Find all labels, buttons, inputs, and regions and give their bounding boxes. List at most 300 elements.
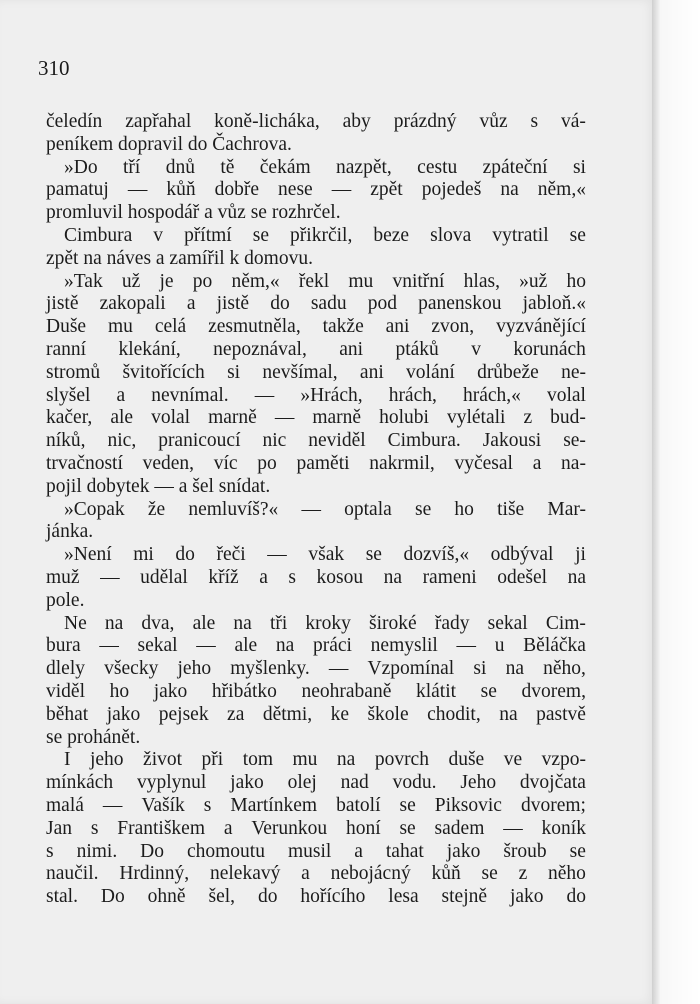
word: do [566,886,586,908]
word: za [227,703,245,725]
word: slyšel [46,384,91,406]
word: — [331,179,352,201]
text-line [46,544,586,567]
word: čekám [259,156,311,178]
word: zpět [370,179,403,201]
word: nic, [107,430,137,452]
word: nese [278,179,313,201]
word: nemyslil [370,635,438,657]
word: duše [448,749,485,771]
word: sekal [137,635,178,657]
word: už [121,270,141,292]
word: se [481,863,498,885]
word: řady [434,612,470,634]
word: dětmi, [262,703,313,725]
word: se [365,544,382,566]
word: »Hrách, [300,384,363,406]
text-line [46,202,586,225]
word: ranní [46,338,87,360]
word: vodu. [392,772,437,794]
word: se [414,498,432,520]
word: je [159,270,174,292]
word: jabloň.« [522,293,586,315]
word: švitořících [122,361,205,383]
word: na [275,635,295,657]
word: vá- [561,111,586,132]
word: Vašík [141,794,185,816]
word: kačer, [46,407,93,429]
word: vytratil [492,224,549,246]
word: vyzvánějící [496,316,586,338]
word: Do [100,886,125,908]
word: jeho [177,658,212,680]
word: »Do [64,156,98,178]
text-line-content: pole. [46,589,85,611]
word: škole [367,703,409,725]
word: trvačností [46,452,123,474]
word: vůz [479,111,508,132]
word: tři [269,612,288,634]
word: sadu [310,293,347,315]
word: — [503,817,523,839]
word: a [354,840,363,862]
word: Verunkou [251,817,328,839]
text-line [46,681,586,704]
word: se [399,794,416,816]
word: a [301,863,310,885]
word: nic [262,430,287,452]
word: pranicoucí [158,430,241,452]
word: do [270,293,290,315]
word: zvon, [431,316,475,338]
word: a [223,817,233,839]
word: nad [340,772,369,794]
word: — [267,544,287,566]
word: nazpět, [336,156,392,178]
word: se [480,680,497,702]
word: s [46,840,54,862]
word: jistě [216,293,250,315]
word: něho, [543,658,586,680]
word: na [383,566,403,588]
word: »Copak [64,498,125,520]
word: ji [575,544,586,566]
text-line [46,704,586,727]
text-line [46,635,586,658]
word: vzpo- [541,749,586,771]
word: vyplynul [136,772,207,794]
word: ke [330,703,349,725]
word: na- [561,452,586,474]
word: jako [446,840,481,862]
word: tahat [385,840,424,862]
page-gutter [652,0,660,1004]
text-line [46,521,586,544]
word: jistě [46,293,79,315]
text-line [46,134,586,157]
word: takže [322,316,364,338]
word: se [569,840,586,862]
word: ohně [147,886,186,908]
word: hřibátko [211,680,277,702]
word: »už [519,270,548,292]
word: pojedeš [421,179,482,201]
word: naučil. [46,863,99,885]
word: bura [46,635,81,657]
text-line [46,157,586,180]
word: odešel [497,566,548,588]
text-line [46,567,586,590]
word: myšlenky. [230,658,310,680]
word: víc [213,452,238,474]
word: do [257,886,278,908]
word: — [99,635,119,657]
word: dvorem; [520,794,586,816]
word: nepoznával, [213,338,307,360]
word: kroky [305,612,351,634]
word: mu [348,270,374,292]
word: Jeho [460,772,497,794]
word: nevnímal. [151,384,229,406]
word: přikrčil, [290,224,353,246]
word: u [494,635,505,657]
word: s [530,111,539,132]
word: Ne [64,612,87,634]
word: neohrabaně [301,680,392,702]
word: ani [385,316,410,338]
word: klátit [415,680,457,702]
word: vyčesal [454,452,513,474]
word: níků, [46,430,86,452]
word: nebojácný [330,863,411,885]
text-line [46,225,586,248]
word: Cimbura [64,224,133,246]
text-line [46,863,586,886]
word: přítmí [184,224,232,246]
word: zapřahal [125,111,192,132]
word: pastvě [536,703,586,725]
text-line [46,293,586,316]
word: Běláčka [523,635,586,657]
word: ho [566,270,586,292]
word: marně [312,407,362,429]
word: celá [154,316,187,338]
text-line [46,271,586,294]
word: — [328,658,349,680]
word: na [499,703,518,725]
text-line [46,841,586,864]
word: udělal [140,566,188,588]
word: si [572,156,586,178]
word: hrách, [388,384,437,406]
word: beze [373,224,410,246]
word: mu [292,749,318,771]
word: zesmutněla, [208,316,301,338]
word: jako [106,703,141,725]
word: Jakousi [482,430,542,452]
word: Cimbura. [387,430,461,452]
word: na [104,612,124,634]
word: práci [313,635,352,657]
text-line [46,590,586,613]
word: ale [234,635,258,657]
body-text [46,111,586,909]
word: Duše [46,316,87,338]
word: — [456,635,477,657]
word: zakopali [99,293,166,315]
word: se [252,224,270,246]
word: něm,« [537,179,586,201]
word: hořícího [300,886,366,908]
word: I [64,749,71,771]
word: dvorem, [521,680,586,702]
word: kůň [166,179,196,201]
word: pamatuj [46,179,109,201]
word: dlely [46,658,85,680]
word: mu [107,316,133,338]
word: v [471,338,481,360]
word: po [192,270,213,292]
word: mi [133,544,154,566]
word: život [143,749,183,771]
word: pod [367,293,397,315]
word: mínkách [46,772,114,794]
word: v [153,224,164,246]
word: olej [287,772,317,794]
word: batolí [336,794,381,816]
word: »Tak [64,270,103,292]
word: nimi. [76,840,118,862]
word: volal [546,384,586,406]
word: chodit, [427,703,481,725]
word: tiše [497,498,525,520]
word: korunách [513,338,586,360]
word: Cim- [545,612,586,634]
word: si [473,658,487,680]
word: stromů [46,361,101,383]
word: Jan [46,817,72,839]
word: na [500,179,519,201]
word: tě [220,156,235,178]
word: hlas, [463,270,500,292]
text-line [46,179,586,202]
word: a [186,293,196,315]
word: řekl [298,270,330,292]
word: Hrdinný, [119,863,190,885]
word: se- [563,430,586,452]
word: na [505,658,524,680]
word: — [274,407,295,429]
word: sekal [487,612,528,634]
word: volání [406,361,455,383]
word: kříž [208,566,239,588]
word: Františkem [117,817,205,839]
word: — [127,179,148,201]
text-line [46,818,586,841]
word: z [518,863,528,885]
word: kůň [431,863,461,885]
word: něho [548,863,586,885]
word: z [523,407,533,429]
word: stal. [46,886,78,908]
text-line [46,339,586,362]
text-line [46,613,586,636]
word: že [147,498,166,520]
word: dvojčata [519,772,586,794]
word: na [233,612,252,634]
word: tří [122,156,141,178]
word: neviděl [308,430,366,452]
word: se [569,224,586,246]
text-line [46,385,586,408]
word: optala [344,498,392,520]
facing-page-edge [660,0,700,1004]
word: zpáteční [482,156,548,178]
word: se [399,817,416,839]
text-line-content: se prohánět. [46,726,141,748]
word: šroub [503,840,547,862]
word: široké [369,612,417,634]
text-line [46,658,586,681]
word: na [567,566,586,588]
word: dobře [214,179,260,201]
text-line [46,111,586,134]
word: si [227,361,241,383]
word: honí [345,817,381,839]
word: nelekavý [209,863,281,885]
word: bud- [550,407,586,429]
text-line [46,727,586,750]
text-line [46,886,586,909]
word: vnitřní [392,270,445,292]
word: — [254,384,275,406]
word: paměti [296,452,350,474]
word: pejsek [158,703,209,725]
word: a [532,452,542,474]
word: lesa [388,886,419,908]
text-line-content: promluvil hospodář a vůz se rozhrčel. [46,202,341,224]
word: s [203,794,212,816]
word: volal [151,407,191,429]
word: a [116,384,126,406]
word: do [175,544,195,566]
word: holubi [379,407,429,429]
text-line [46,772,586,795]
word: běhat [46,703,89,725]
word: musil [287,840,332,862]
word: řeči [216,544,246,566]
word: ani [359,361,384,383]
text-line [46,476,586,499]
word: panenskou [418,293,502,315]
word: Martínkem [230,794,318,816]
word: dva, [141,612,175,634]
word: »Není [64,544,112,566]
word: Piksovic [434,794,502,816]
word: koník [541,817,586,839]
word: sadem [434,817,485,839]
word: — [102,794,123,816]
text-line [46,453,586,476]
word: ani [339,338,364,360]
word: marně [208,407,257,429]
word: na [336,749,356,771]
word: ale [192,612,216,634]
word: s [288,566,296,588]
word: nakrmil, [369,452,435,474]
word: stejně [441,886,488,908]
word: — [301,498,321,520]
word: kosou [316,566,364,588]
text-line-content: jánka. [46,521,94,543]
text-line [46,407,586,430]
word: jeho [89,749,124,771]
word: jako [509,886,544,908]
word: jako [153,680,188,702]
word: nemluvíš?« [188,498,279,520]
word: prázdný [393,111,457,132]
word: vylétali [446,407,506,429]
text-line [46,362,586,385]
word: muž [46,566,80,588]
word: koně-licháka, [214,111,320,132]
word: — [100,566,120,588]
text-line [46,248,586,271]
text-line [46,749,586,772]
word: klekání, [118,338,181,360]
word: ne- [561,361,586,383]
word: — [196,635,216,657]
word: něm,« [231,270,280,292]
word: tom [242,749,274,771]
word: a [259,566,268,588]
word: jako [230,772,264,794]
word: nevšímal, [262,361,338,383]
word: odbýval [490,544,554,566]
word: Do [140,840,165,862]
word: drůbeže [477,361,539,383]
word: cestu [417,156,458,178]
word: dozvíš,« [403,544,470,566]
word: šel, [208,886,236,908]
word: po [257,452,277,474]
word: veden, [142,452,195,474]
page-number: 310 [38,56,70,80]
text-line-content: zpět na náves a zamířil k domovu. [46,247,313,269]
word: však [308,544,345,566]
word: ale [110,407,134,429]
word: s [90,817,99,839]
word: chomoutu [186,840,265,862]
word: Vzpomínal [367,658,455,680]
word: viděl [46,680,85,702]
text-line [46,795,586,818]
word: malá [46,794,84,816]
word: ptáků [395,338,439,360]
word: ho [109,680,130,702]
word: povrch [374,749,429,771]
word: Mar- [547,498,586,520]
word: čeledín [46,111,103,132]
word: při [201,749,224,771]
text-line [46,316,586,339]
text-line-content: pojil dobytek — a šel snídat. [46,475,271,497]
word: slova [430,224,472,246]
word: aby [342,111,371,132]
word: ve [503,749,523,771]
text-line-content: peníkem dopravil do Čachrova. [46,133,292,155]
word: všecky [104,658,159,680]
